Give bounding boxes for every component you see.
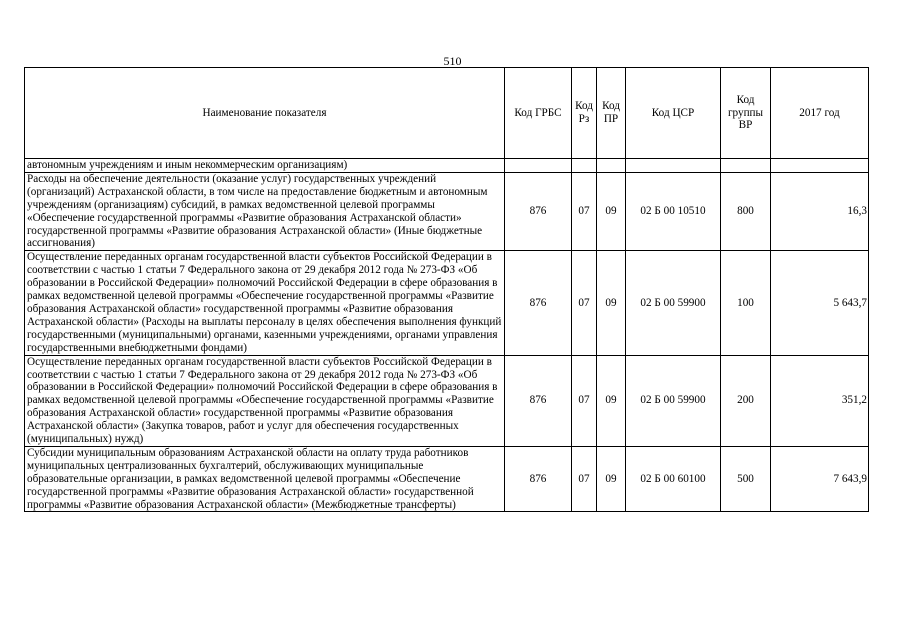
- budget-table: [24, 67, 869, 512]
- row-grbs: 876: [505, 251, 572, 355]
- row-pr: 09: [597, 355, 626, 446]
- row-name: Расходы на обеспечение деятельности (оказание услуг) государственных учреждений (организаций) Астраханской области, в том числе на предоставление бюджетным и автономным учреждениям (организациям) субсидий, в рамках ведомственной целевой программы «Обеспечение государственной программы «Развитие образования Астраханской области» государственной программы «Развитие образования Астраханской области» (Иные бюджетные ассигнования): [25, 172, 505, 250]
- table-row: [25, 251, 869, 355]
- header-name: Наименование показателя: [25, 68, 505, 159]
- continuation-row: [25, 159, 869, 173]
- row-name: Осуществление переданных органам государственной власти субъектов Российской Федерации в соответствии с частью 1 статьи 7 Федерального закона от 29 декабря 2012 года № 273-ФЗ «Об образовании в Российской Федерации» полномочий Российской Федерации в сфере образования в рамках ведомственной целевой программы «Обеспечение государственной программы «Развитие образования Астраханской области» государственной программы «Развитие образования Астраханской области» (Расходы на выплаты персоналу в целях обеспечения выполнения функций государственными (муниципальными) органами, казенными учреждениями, органами управления государственными внебюджетными фондами): [25, 251, 505, 355]
- header-csr: Код ЦСР: [626, 68, 721, 159]
- row-grbs: 876: [505, 172, 572, 250]
- table-header-row: [25, 68, 869, 159]
- row-grbs: 876: [505, 446, 572, 512]
- row-value: 5 643,7: [771, 251, 869, 355]
- row-csr: 02 Б 00 59900: [626, 355, 721, 446]
- row-vr: 500: [721, 446, 771, 512]
- row-value: 16,3: [771, 172, 869, 250]
- row-grbs: 876: [505, 355, 572, 446]
- row-vr: 800: [721, 172, 771, 250]
- row-name: Субсидии муниципальным образованиям Астраханской области на оплату труда работников муниципальных централизованных бухгалтерий, обслуживающих муниципальные образовательные организации, в рамках ведомственной целевой программы «Обеспечение государственной программы «Развитие образования Астраханской области» государственной программы «Развитие образования Астраханской области» (Межбюджетные трансферты): [25, 446, 505, 512]
- row-vr: 100: [721, 251, 771, 355]
- row-value: 351,2: [771, 355, 869, 446]
- row-rz: 07: [572, 172, 597, 250]
- row-pr: 09: [597, 446, 626, 512]
- row-csr: 02 Б 00 60100: [626, 446, 721, 512]
- row-pr: 09: [597, 251, 626, 355]
- page-number: 510: [443, 54, 462, 68]
- continuation-text: автономным учреждениям и иным некоммерческим организациям): [25, 159, 505, 173]
- row-vr: 200: [721, 355, 771, 446]
- header-vr: Код группы ВР: [721, 68, 771, 159]
- header-year: 2017 год: [771, 68, 869, 159]
- row-rz: 07: [572, 355, 597, 446]
- row-csr: 02 Б 00 59900: [626, 251, 721, 355]
- header-pr: Код ПР: [597, 68, 626, 159]
- row-name: Осуществление переданных органам государственной власти субъектов Российской Федерации в соответствии с частью 1 статьи 7 Федерального закона от 29 декабря 2012 года № 273-ФЗ «Об образовании в Российской Федерации» полномочий Российской Федерации в сфере образования в рамках ведомственной целевой программы «Обеспечение государственной программы «Развитие образования Астраханской области» государственной программы «Развитие образования Астраханской области» (Закупка товаров, работ и услуг для обеспечения государственных (муниципальных) нужд): [25, 355, 505, 446]
- header-rz: Код Рз: [572, 68, 597, 159]
- table-row: [25, 355, 869, 446]
- row-rz: 07: [572, 446, 597, 512]
- table-row: [25, 446, 869, 512]
- row-rz: 07: [572, 251, 597, 355]
- row-value: 7 643,9: [771, 446, 869, 512]
- header-grbs: Код ГРБС: [505, 68, 572, 159]
- row-pr: 09: [597, 172, 626, 250]
- table-row: [25, 172, 869, 250]
- row-csr: 02 Б 00 10510: [626, 172, 721, 250]
